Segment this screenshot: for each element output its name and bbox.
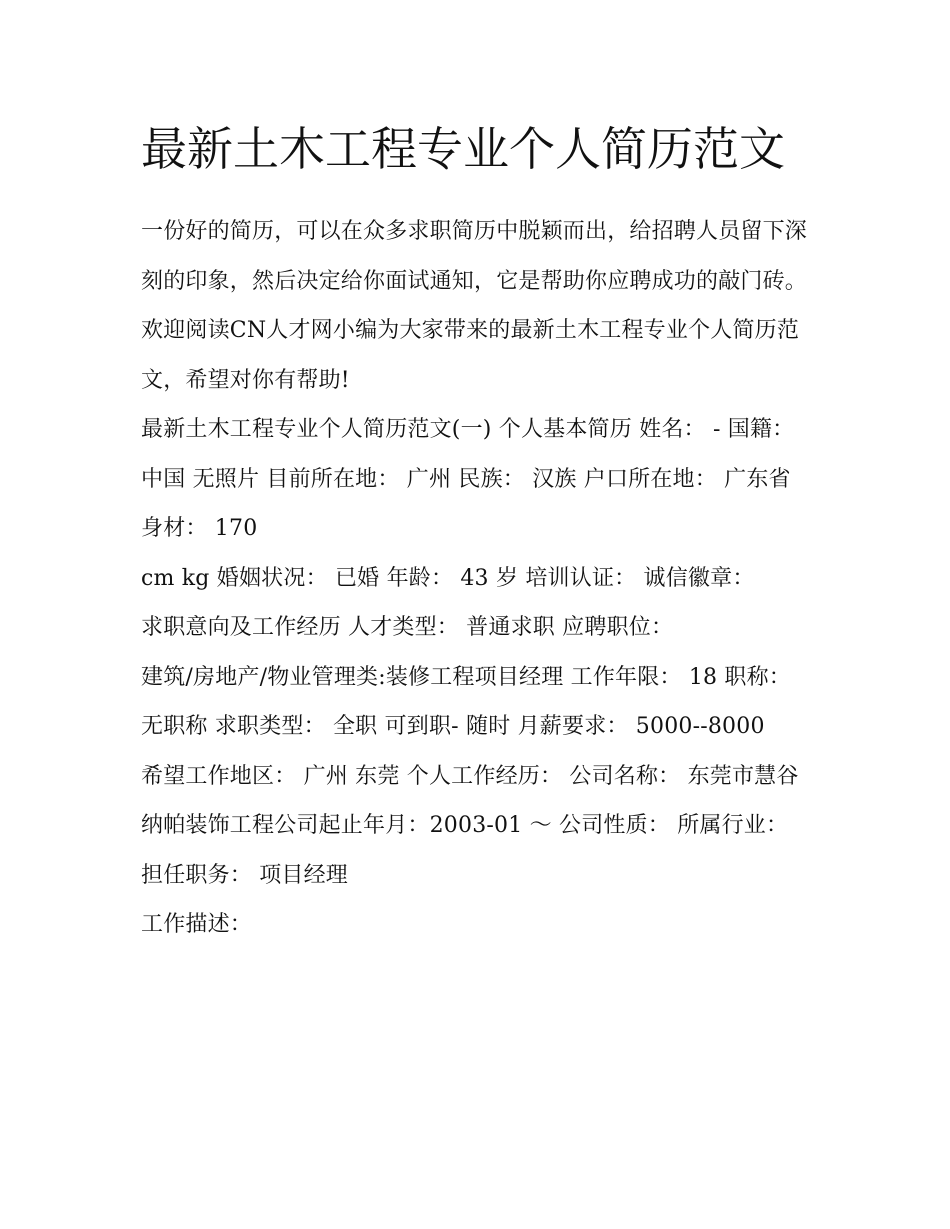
document-page [141,112,813,950]
work-description-label: 工作描述： [141,912,253,937]
document-title: 最新土木工程专业个人简历范文 [141,122,785,176]
personal-status-paragraph: cm kg 婚姻状况： 已婚 年龄： 43 岁 培训认证： 诚信徽章： [141,565,755,591]
work-experience-paragraph: 希望工作地区： 广州 东莞 个人工作经历： 公司名称： 东莞市慧谷纳帕装饰工程公司起止年月：2003-01 ～ 公司性质： 所属行业： 担任职务： 项目经理 [141,763,799,888]
basic-info-paragraph: 最新土木工程专业个人简历范文(一) 个人基本简历 姓名： - 国籍： 中国 无照片 目前所在地： 广州 民族： 汉族 户口所在地： 广东省 身材： 170 [141,417,795,541]
position-details-paragraph: 建筑/房地产/物业管理类:装修工程项目经理 工作年限： 18 职称： 无职称 求职类型： 全职 可到职- 随时 月薪要求： 5000--8000 [141,664,792,739]
job-intention-paragraph: 求职意向及工作经历 人才类型： 普通求职 应聘职位： [141,615,674,640]
intro-paragraph: 一份好的简历，可以在众多求职简历中脱颖而出，给招聘人员留下深刻的印象，然后决定给你面试通知，它是帮助你应聘成功的敲门砖。欢迎阅读CN人才网小编为大家带来的最新土木工程专业个人简历范文，希望对你有帮助! [141,219,808,393]
